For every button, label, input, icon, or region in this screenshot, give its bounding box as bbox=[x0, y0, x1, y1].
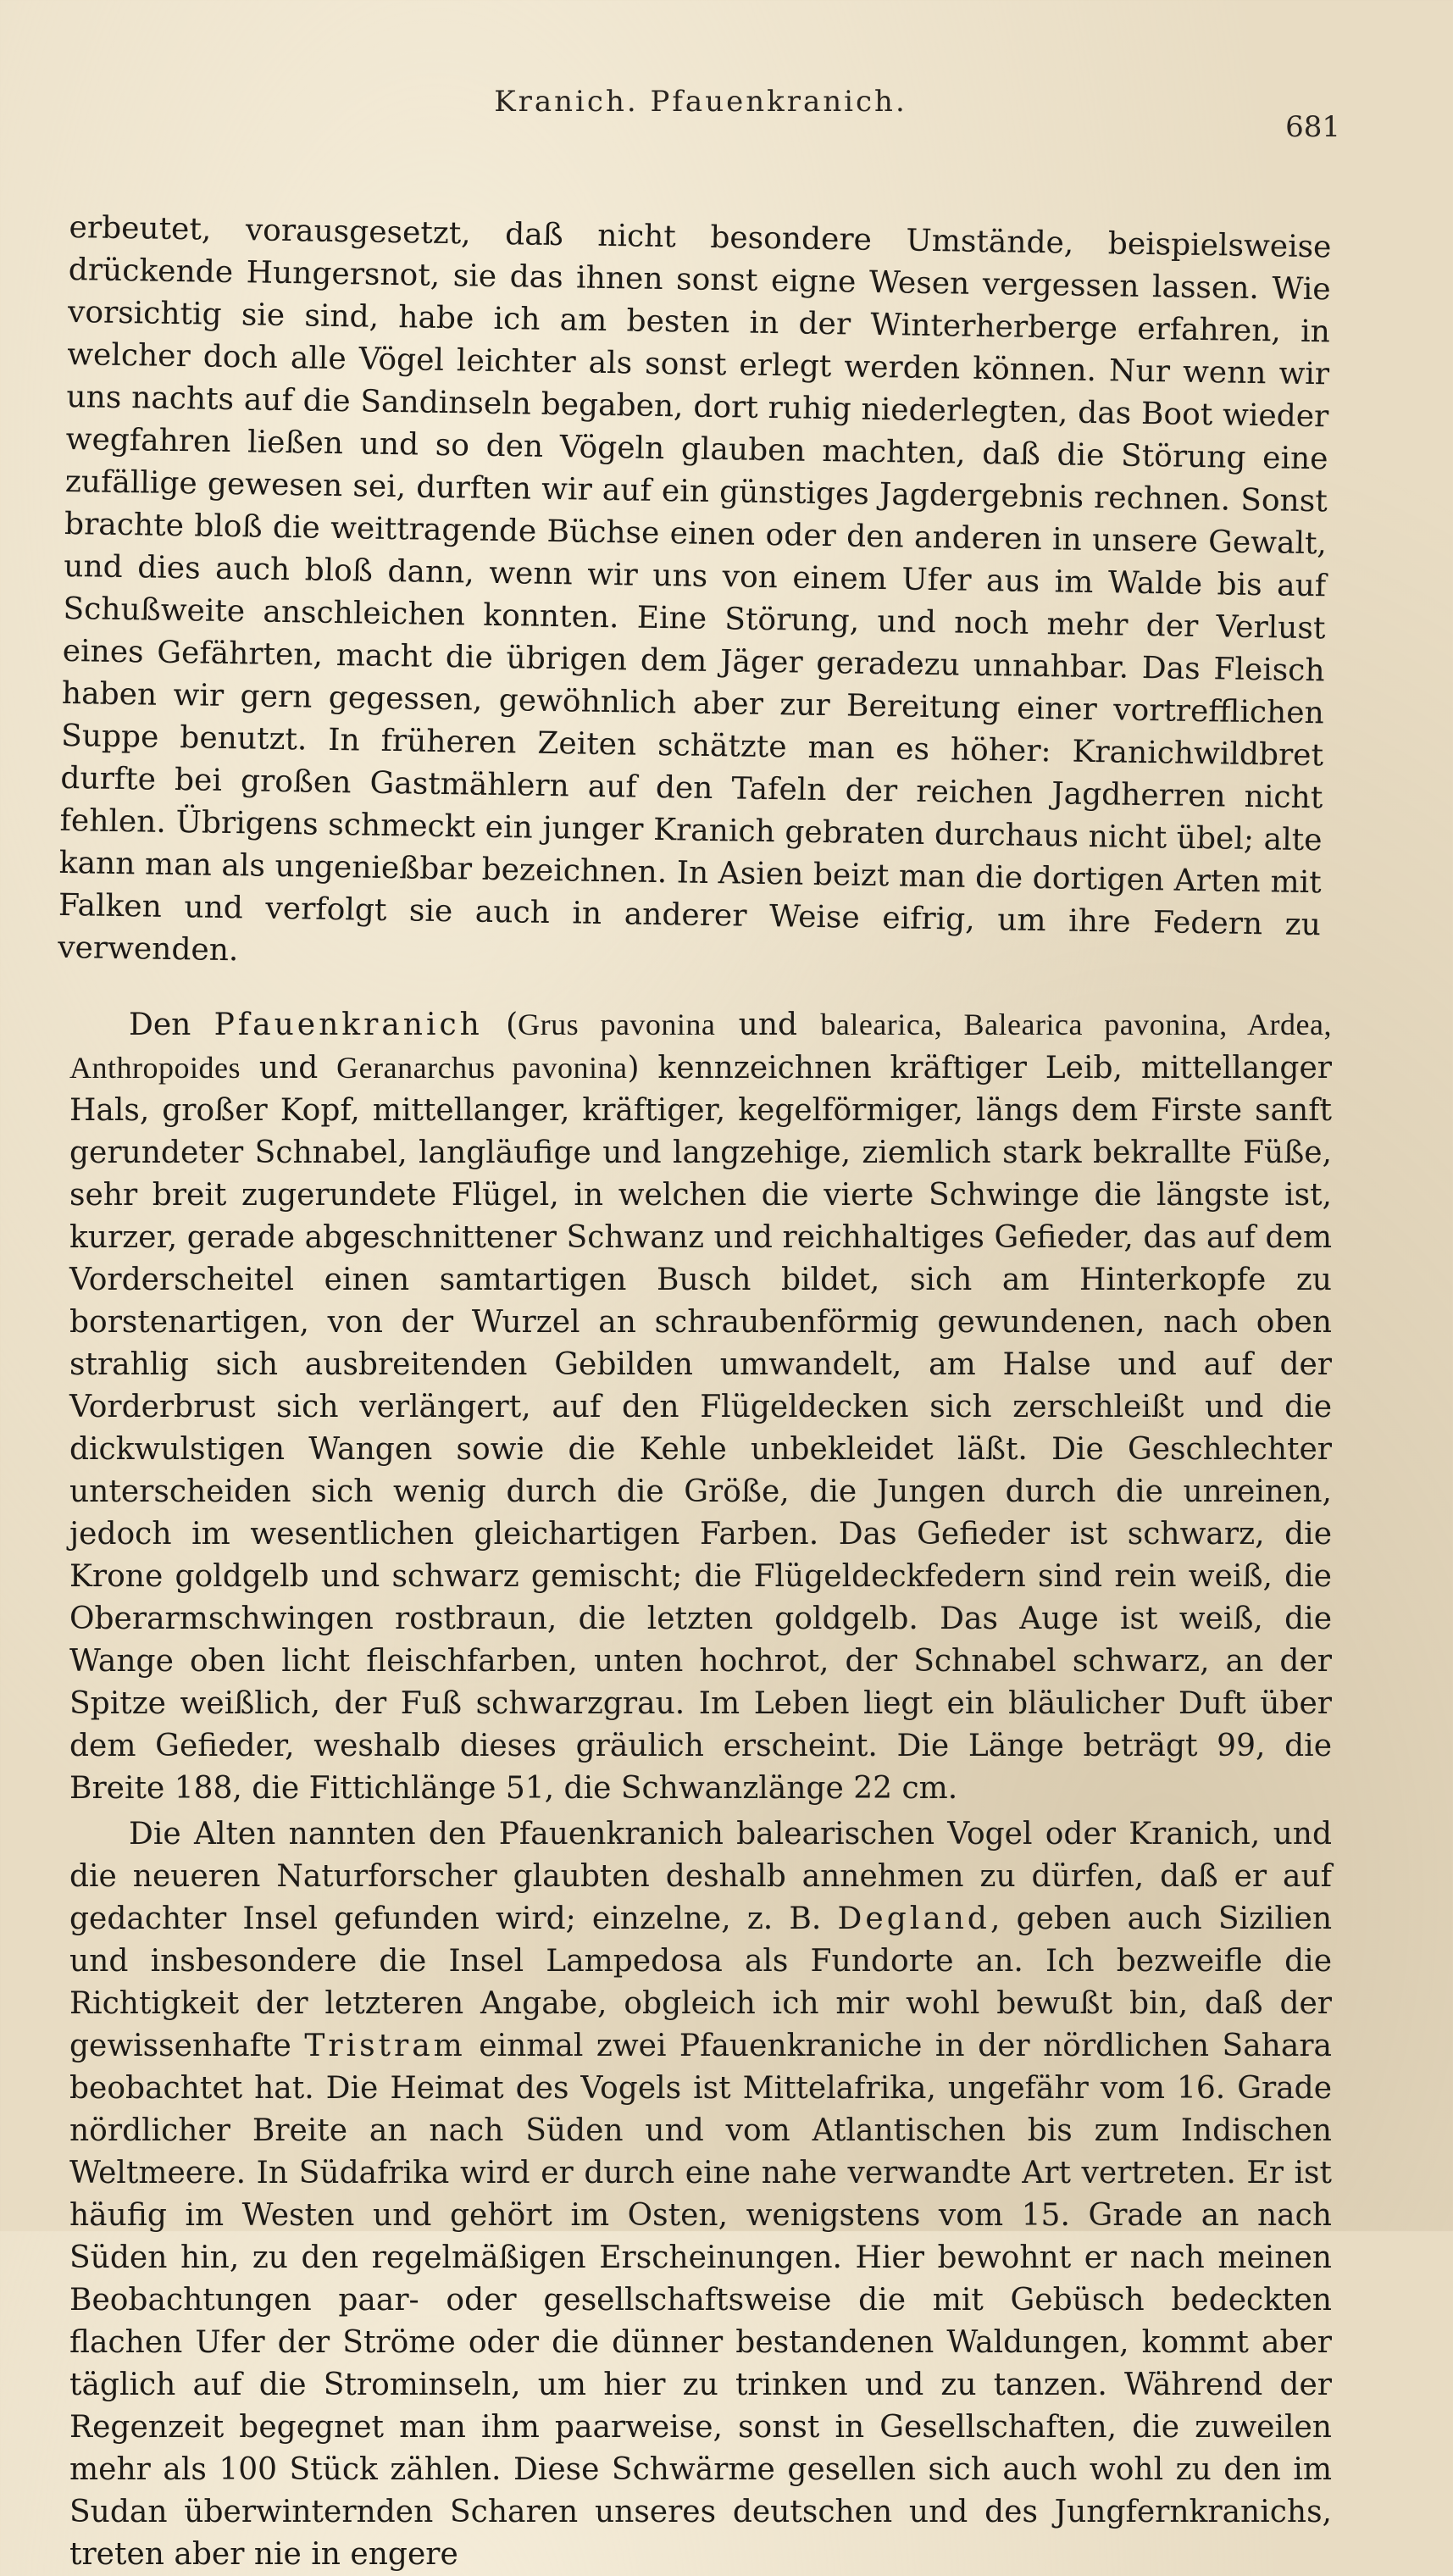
text-segment: , geben auch Sizilien und insbesondere die Insel Lampedosa als Fundorte an. Ich bezweifle die Richtigkeit der letzteren Angabe, obgleich ich mir wohl bewußt bin, daß der gewissenhafte bbox=[69, 1901, 1333, 2063]
latin-name: balearica, Balearica pavonina, Ardea, Anthropoides bbox=[69, 1008, 1332, 1085]
text-segment: Den bbox=[129, 1008, 214, 1042]
text-segment: einmal zwei Pfauenkraniche in der nördlichen Sahara beobachtet hat. Die Heimat des Vogels ist Mittelafrika, ungefähr vom 16. Grade nördlicher Breite an nach Süden und vom Atlantischen bis zum Indischen Weltmeere. In Südafrika wird er durch eine nahe verwandte Art vertreten. Er ist häufig im Westen und gehört im Osten, wenigstens vom 15. Grade an nach Süden hin, zu den regelmäßigen Erscheinungen. Hier bewohnt er nach meinen Beobachtungen paar- oder gesellschaftsweise die mit Gebüsch bedeckten flachen Ufer der Ströme oder die dünner bestandenen Waldungen, kommt aber täglich auf die Strominseln, um hier zu trinken und zu tanzen. Während der Regenzeit begegnet man ihm paarweise, sonst in Gesellschaften, die zuweilen mehr als 100 Stück zählen. Diese Schwärme gesellen sich auch wohl zu den im Sudan überwinternden Scharen unseres deutschen und des Jungfernkranichs, treten aber nie in engere bbox=[69, 2029, 1332, 2572]
text-segment: Die Alten nannten den Pfauenkranich balearischen Vogel oder Kranich, und die neueren Naturforscher glaubten deshalb annehmen zu dürfen, daß er auf gedachter Insel gefunden wird; einzelne, z. B. bbox=[69, 1817, 1332, 1936]
book-page bbox=[57, 68, 1340, 2576]
text-segment: und bbox=[240, 1051, 337, 1085]
page-header bbox=[69, 68, 1340, 144]
paragraph-distribution bbox=[69, 1813, 1332, 2576]
text-segment: und bbox=[715, 1008, 821, 1042]
species-name-spaced: Pfauenkranich bbox=[214, 1008, 483, 1042]
author-name-spaced: Degland bbox=[837, 1901, 990, 1936]
paragraph-crane-hunting: erbeutet, vorausgesetzt, daß nicht besondere Umstände, beispielsweise drückende Hungersnot, sie das ihnen sonst eigne Wesen vergessen lassen. Wie vorsichtig sie sind, habe ich am besten in der Winterherberge erfahren, in welcher doch alle Vögel leichter als sonst erlegt werden können. Nur wenn wir uns nachts auf die Sandinseln begaben, dort ruhig niederlegten, das Boot wieder wegfahren ließen und so den Vögeln glauben machten, daß die Störung eine zufällige gewesen sei, durften wir auf ein günstiges Jagdergebnis rechnen. Sonst brachte bloß die weittragende Büchse einen oder den anderen in unsere Gewalt, und dies auch bloß dann, wenn wir uns von einem Ufer aus im Walde bis auf Schußweite anschleichen konnten. Eine Störung, und noch mehr der Verlust eines Gefährten, macht die übrigen dem Jäger geradezu unnahbar. Das Fleisch haben wir gern gegessen, gewöhnlich aber zur Bereitung einer vortrefflichen Suppe benutzt. In früheren Zeiten schätzte man es höher: Kranichwildbret durfte bei großen Gastmählern auf den Tafeln der reichen Jagdherren nicht fehlen. Übrigens schmeckt ein junger Kranich gebraten durchaus nicht übel; alte kann man als ungenießbar bezeichnen. In Asien beizt man die dortigen Arten mit Falken und verfolgt sie auch in anderer Weise eifrig, um ihre Federn zu verwenden. bbox=[57, 209, 1332, 969]
latin-name: Geranarchus pavonina bbox=[336, 1051, 628, 1085]
text-segment: ( bbox=[482, 1008, 519, 1042]
paragraph-crowned-crane-description bbox=[69, 1003, 1332, 1810]
latin-name: Grus pavonina bbox=[518, 1008, 716, 1041]
running-head: Kranich. Pfauenkranich. bbox=[494, 85, 907, 119]
text-segment: ) kennzeichnen kräftiger Leib, mittellanger Hals, großer Kopf, mittellanger, kräftiger, kegelförmiger, längs dem Firste sanft gerundeter Schnabel, langläufige und langzehige, ziemlich stark bekrallte Füße, sehr breit zugerundete Flügel, in welchen die vierte Schwinge die längste ist, kurzer, gerade abgeschnittener Schwanz und reichhaltiges Gefieder, das auf dem Vorderscheitel einen samtartigen Busch bildet, sich am Hinterkopfe zu borstenartigen, von der Wurzel an schraubenförmig gewundenen, nach oben strahlig sich ausbreitenden Gebilden umwandelt, am Halse und auf der Vorderbrust sich verlängert, auf den Flügeldecken sich zerschleißt und die dickwulstigen Wangen sowie die Kehle unbekleidet läßt. Die Geschlechter unterscheiden sich wenig durch die Größe, die Jungen durch die unreinen, jedoch im wesentlichen gleichartigen Farben. Das Gefieder ist schwarz, die Krone goldgelb und schwarz gemischt; die Flügeldeckfedern sind rein weiß, die Oberarmschwingen rostbraun, die letzten goldgelb. Das Auge ist weiß, die Wange oben licht fleischfarben, unten hochrot, der Schnabel schwarz, an der Spitze weißlich, der Fuß schwarzgrau. Im Leben liegt ein bläulicher Duft über dem Gefieder, weshalb dieses gräulich erscheint. Die Länge beträgt 99, die Breite 188, die Fittichlänge 51, die Schwanzlänge 22 cm. bbox=[69, 1051, 1332, 1806]
author-name-spaced: Tristram bbox=[304, 2029, 466, 2063]
page-number: 681 bbox=[1285, 110, 1340, 144]
